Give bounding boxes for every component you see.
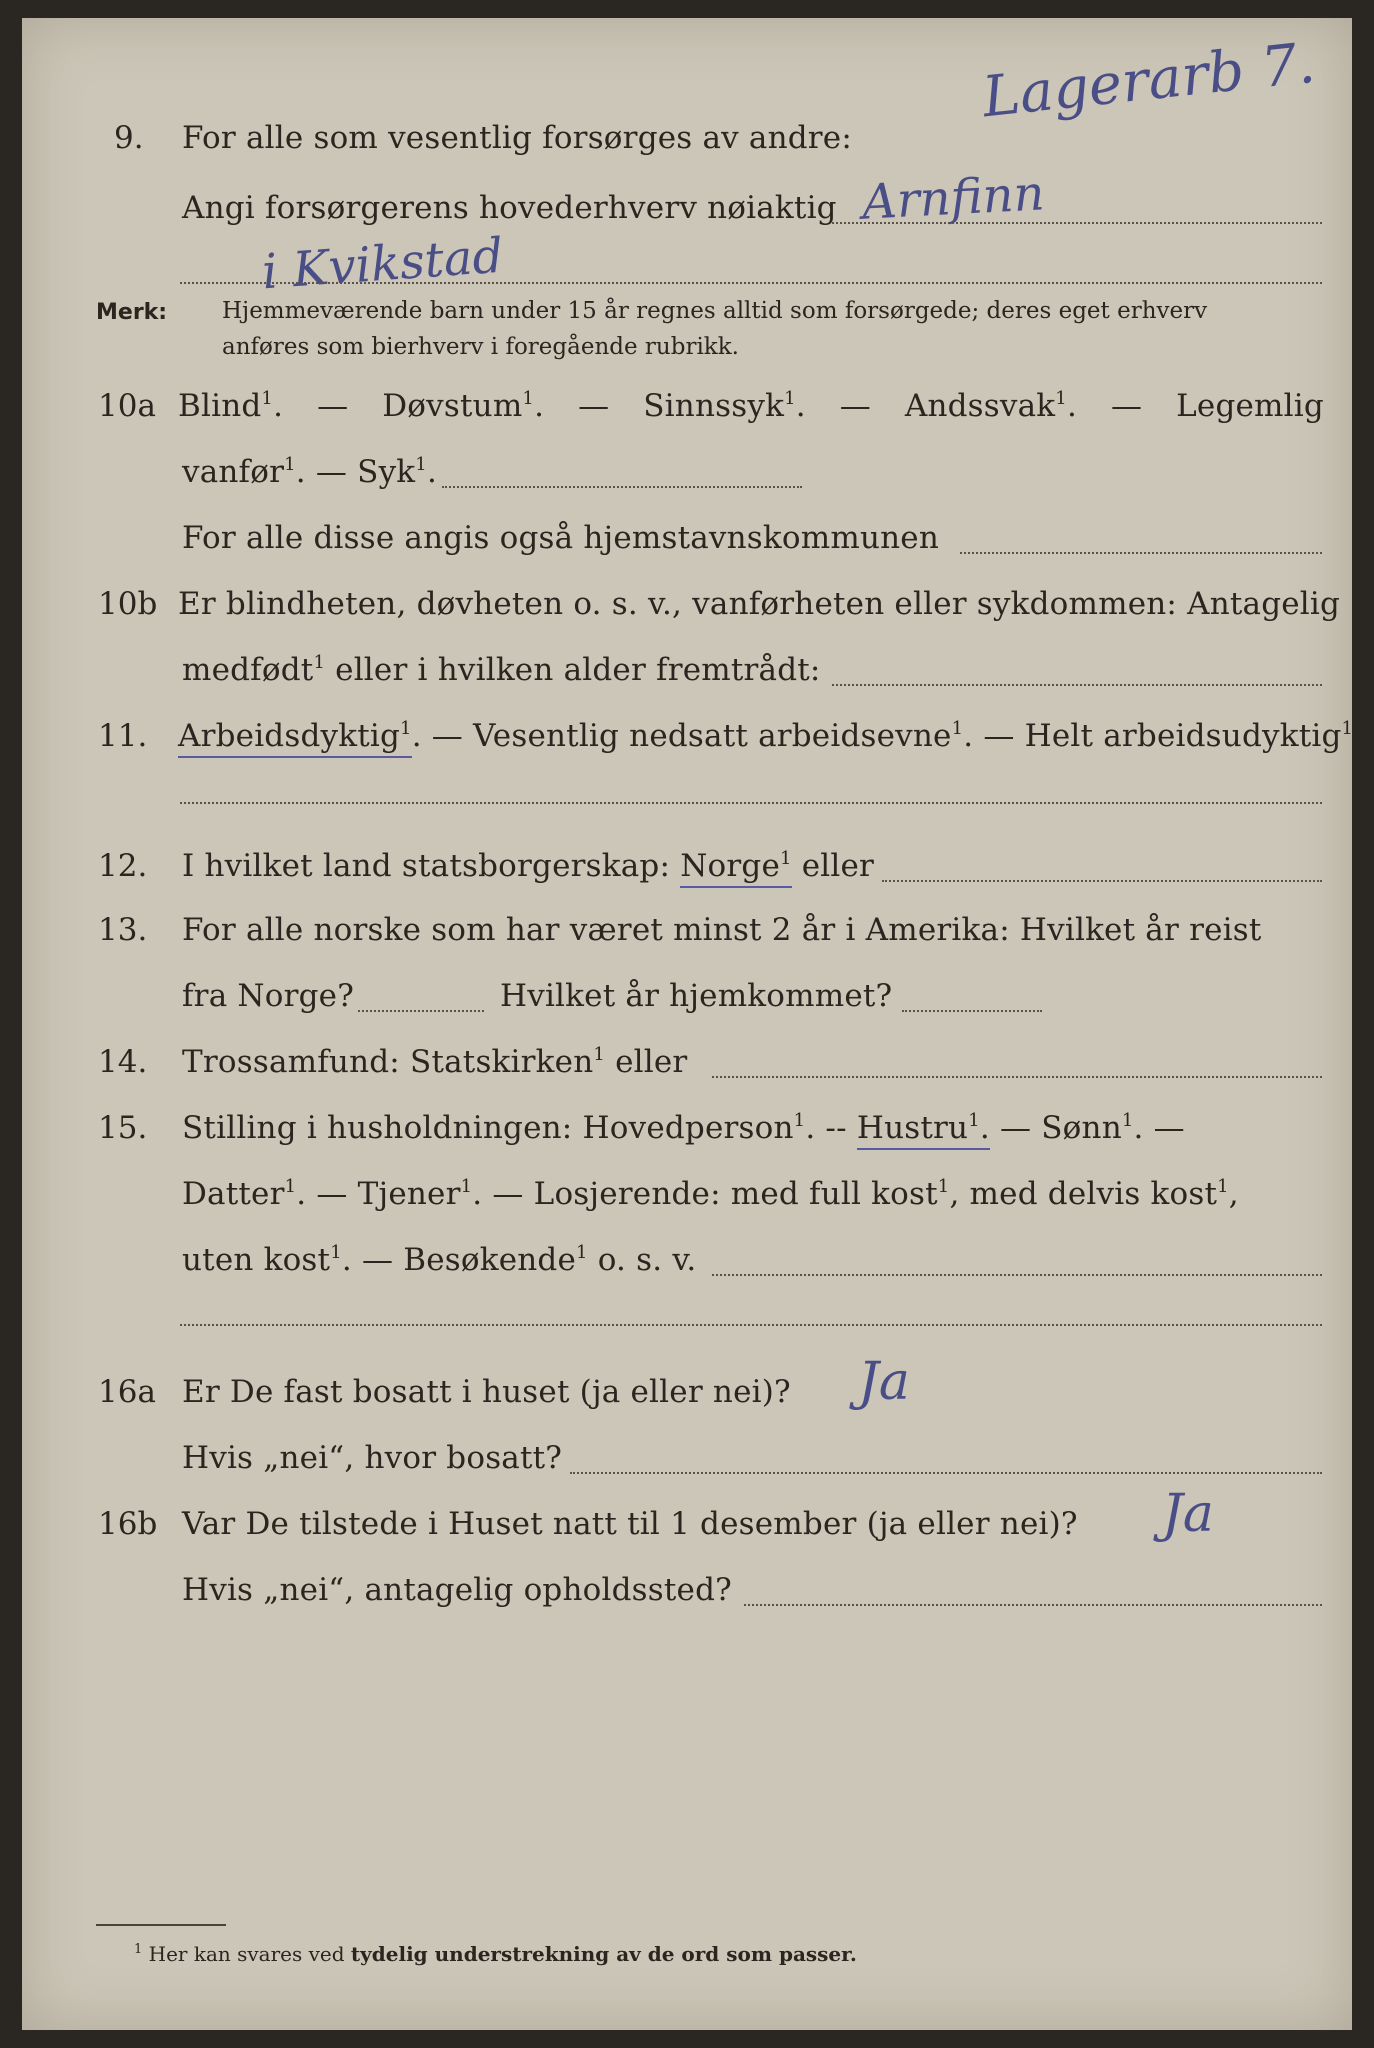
- q10b-number: 10b: [98, 586, 158, 622]
- q15-line3: uten kost$^1$. — Besøkende$^1$ o. s. v.: [182, 1242, 697, 1278]
- q13-number: 13.: [98, 912, 148, 948]
- q13-line2b: Hvilket år hjemkommet?: [500, 978, 893, 1014]
- q13-line1: For alle norske som har været minst 2 år i Amerika: Hvilket år reist: [182, 912, 1262, 948]
- option-sinnssyk: Sinnssyk$^1$.: [643, 388, 806, 424]
- merk-label: Merk:: [96, 300, 168, 325]
- option-andssvak: Andssvak$^1$.: [904, 388, 1078, 424]
- q13-reist-line: [358, 1010, 484, 1012]
- option-blind: Blind$^1$.: [178, 388, 284, 424]
- merk-line1: Hjemmeværende barn under 15 år regnes alltid som forsørgede; deres eget erhverv: [222, 298, 1208, 324]
- q16b-handwritten-answer: Ja: [1162, 1484, 1214, 1544]
- option-dovstum: Døvstum$^1$.: [382, 388, 545, 424]
- q9-line1: For alle som vesentlig forsørges av andre:: [182, 120, 852, 156]
- q10a-line1: Blind$^1$. — Døvstum$^1$. — Sinnssyk$^1$. — Andssvak$^1$. — Legemlig: [178, 388, 1324, 424]
- q16a-number: 16a: [98, 1374, 156, 1410]
- q10a-syk-line: [442, 486, 802, 488]
- q15-line2: Datter$^1$. — Tjener$^1$. — Losjerende: med full kost$^1$, med delvis kost$^1$,: [182, 1176, 1239, 1212]
- q9-handwritten-answer-2: i Kvikstad: [260, 227, 505, 301]
- q9-answer-line-2: [180, 282, 1322, 284]
- q16a-line2: Hvis „nei“, hvor bosatt?: [182, 1440, 563, 1476]
- option-legemlig: Legemlig: [1176, 388, 1324, 424]
- q16b-answer-line: [744, 1604, 1322, 1606]
- q9-answer-line: [832, 222, 1322, 224]
- q12-line: I hvilket land statsborgerskap: Norge$^1$ eller: [182, 848, 874, 884]
- q15-answer-line: [712, 1274, 1322, 1276]
- q12-answer-line: [882, 880, 1322, 882]
- option-statskirken: Statskirken$^1$: [410, 1044, 606, 1080]
- q9-number: 9.: [114, 120, 144, 156]
- q13-line2a: fra Norge?: [182, 978, 355, 1014]
- option-arbeidsdyktig: Arbeidsdyktig$^1$: [178, 718, 412, 758]
- option-norge: Norge$^1$: [680, 848, 791, 888]
- q9-handwritten-answer: Arnfinn: [860, 165, 1046, 231]
- q14-answer-line: [712, 1076, 1322, 1078]
- footnote-rule: [96, 1924, 226, 1926]
- q10a-number: 10a: [98, 388, 156, 424]
- q10a-line3: For alle disse angis også hjemstavnskommunen: [182, 520, 939, 556]
- q12-number: 12.: [98, 848, 148, 884]
- q11-line: Arbeidsdyktig$^1$. — Vesentlig nedsatt arbeidsevne$^1$. — Helt arbeidsudyktig$^1$.: [178, 718, 1363, 754]
- option-vanfor: vanfør$^1$.: [182, 454, 306, 490]
- q10a-line2: vanfør$^1$. — Syk$^1$.: [182, 454, 438, 490]
- q10b-line2: medfødt$^1$ eller i hvilken alder fremtrådt:: [182, 652, 821, 688]
- q11-number: 11.: [98, 718, 148, 754]
- q9-line2: Angi forsørgerens hovederhverv nøiaktig: [182, 190, 837, 226]
- q16b-line2: Hvis „nei“, antagelig opholdssted?: [182, 1572, 732, 1608]
- census-form-page: [22, 18, 1364, 2030]
- q14-line: Trossamfund: Statskirken$^1$ eller: [182, 1044, 688, 1080]
- q9-handwritten-occupation: Lagerarb 7.: [979, 30, 1319, 131]
- q15-line1: Stilling i husholdningen: Hovedperson$^1$. -- Hustru$^1$. — Sønn$^1$. —: [182, 1110, 1185, 1146]
- q10a-kommune-line: [960, 552, 1322, 554]
- option-syk: Syk$^1$.: [357, 454, 438, 490]
- q16b-line1: Var De tilstede i Huset natt til 1 desember (ja eller nei)?: [182, 1506, 1078, 1542]
- merk-line2: anføres som bierhverv i foregående rubrikk.: [222, 334, 739, 360]
- q10b-line1: Er blindheten, døvheten o. s. v., vanførheten eller sykdommen: Antagelig: [178, 586, 1341, 622]
- q15-answer-line-2: [180, 1324, 1322, 1326]
- q10b-answer-line: [832, 684, 1322, 686]
- q11-answer-line: [180, 802, 1322, 804]
- q16b-number: 16b: [98, 1506, 158, 1542]
- q13-hjemkommet-line: [902, 1010, 1042, 1012]
- q15-number: 15.: [98, 1110, 148, 1146]
- q16a-answer-line: [570, 1472, 1322, 1474]
- option-hustru: Hustru$^1$.: [857, 1110, 990, 1150]
- q16a-line1: Er De fast bosatt i huset (ja eller nei)?: [182, 1374, 791, 1410]
- footnote: $^1$ Her kan svares ved tydelig understrekning av de ord som passer.: [134, 1942, 857, 1966]
- q16a-handwritten-answer: Ja: [858, 1352, 910, 1412]
- q14-number: 14.: [98, 1044, 148, 1080]
